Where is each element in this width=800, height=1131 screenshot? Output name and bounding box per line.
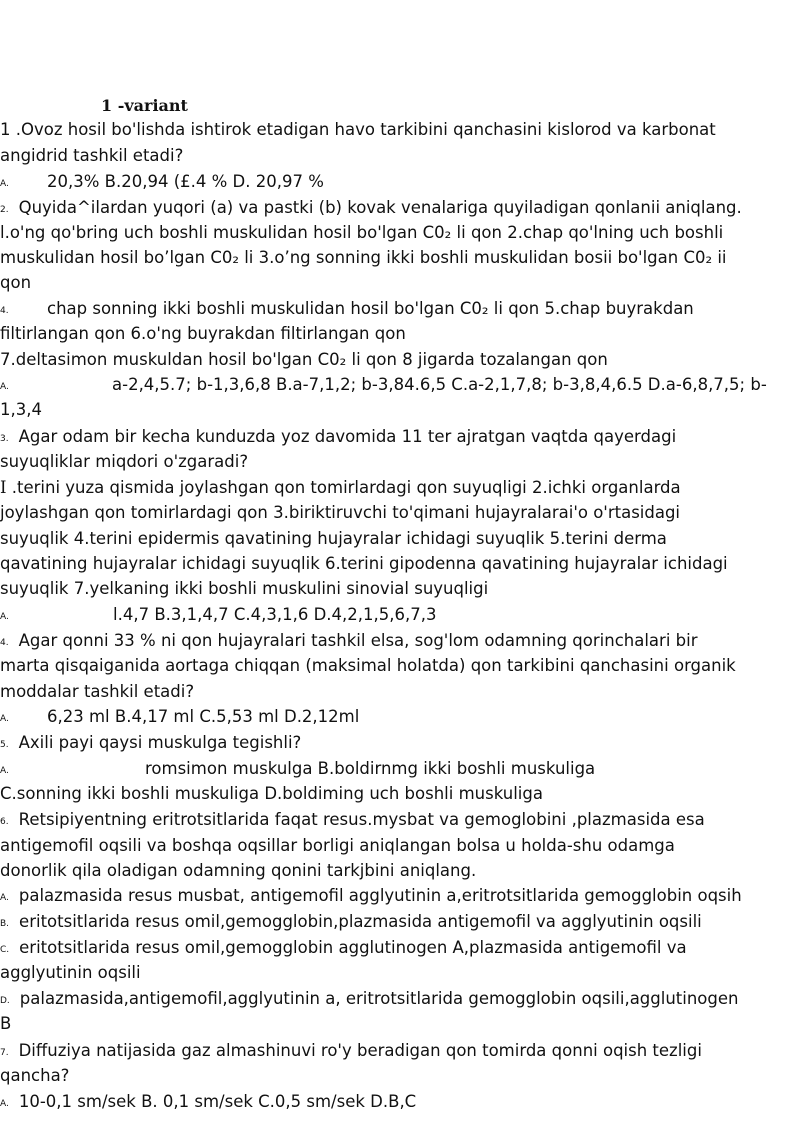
q6-option-text: palazmasida,antigemofil,agglyutinin a, eritrotsitlarida gemogglobin oqsili,agglutinogen (19, 989, 739, 1008)
q2-options-line (0, 400, 42, 420)
q4-options: 6,23 ml B.4,17 ml C.5,53 ml D.2,12ml (47, 707, 360, 726)
q3-text: Agar odam bir kecha kunduzda yoz davomida 11 ter ajratgan vaqtda qayerdagi (18, 427, 677, 446)
q3-text-line (0, 478, 681, 498)
q4-text: marta qisqaiganida aortaga chiqqan (maksimal holatda) qon tarkibini qanchasini organik (0, 656, 736, 675)
q3-text: suyuqliklar miqdori o'zgaradi? (0, 452, 249, 471)
q4-text-line (0, 631, 698, 653)
q2-options-line (0, 375, 767, 397)
q4-text: moddalar tashkil etadi? (0, 682, 195, 701)
q4-text-line (0, 682, 194, 702)
q7-options-line (0, 1092, 416, 1114)
q3-text: qavatining hujayralar ichidagi suyuqlik 6.terini gipodenna qavatining hujayralar ichidagi (0, 554, 728, 573)
q3-text: joylashgan qon tomirlardagi qon 3.biriktiruvchi to'qimani hujayralarai'o o'rtasidagi (0, 503, 681, 522)
q3-text-line (0, 503, 680, 523)
q4-options-line (0, 707, 359, 729)
q5-options: C.sonning ikki boshli muskuliga D.boldiming uch boshli muskuliga (0, 784, 543, 803)
q2-text-line (0, 324, 406, 344)
q3-options-line (0, 605, 437, 627)
q6-option-c (0, 938, 687, 960)
question-number: 7. (0, 1048, 9, 1058)
q3-text: suyuqlik 7.yelkaning ikki boshli muskulini sinovial suyuqligi (0, 579, 489, 598)
q6-option-text: eritotsitlarida resus omil,gemogglobin,plazmasida antigemofil va agglyutinin oqsili (19, 912, 702, 931)
q2-text: 7.deltasimon muskuldan hosil bo'lgan C0₂ li qon 8 jigarda tozalangan qon (0, 350, 608, 369)
option-marker: A. (0, 612, 9, 622)
q1-options-line (0, 172, 324, 194)
q2-text-line (0, 198, 742, 220)
q1-text: angidrid tashkil etadi? (0, 146, 184, 165)
q3-text-line (0, 452, 248, 472)
q2-text-line (0, 273, 31, 293)
q5-options-line (0, 784, 543, 804)
q5-options: romsimon muskulga B.boldirnmg ikki boshli muskuliga (145, 759, 596, 778)
q1-options: 20,3% B.20,94 (£.4 % D. 20,97 % (47, 172, 324, 191)
question-number: 2. (0, 205, 9, 215)
q2-text: l.o'ng qo'bring uch boshli muskulidan hosil bo'lgan C0₂ li qon 2.chap qo'lning uch boshli (0, 223, 724, 242)
q2-text: Quyida^ilardan yuqori (a) va pastki (b) kovak venalariga quyiladigan qonlanii aniqlang. (18, 198, 742, 217)
q2-text-line (0, 299, 694, 321)
q7-options: 10-0,1 sm/sek B. 0,1 sm/sek C.0,5 sm/sek D.B,C (18, 1092, 417, 1111)
question-number: 3. (0, 434, 9, 444)
q6-option-b (0, 912, 702, 934)
q3-text-line (0, 427, 676, 449)
option-marker: A. (0, 382, 9, 392)
q6-text: antigemofil oqsili va boshqa oqsillar borligi aniqlangan bolsa u holda-shu odamga (0, 836, 675, 855)
option-marker: A. (0, 766, 9, 776)
option-marker: B. (0, 919, 10, 929)
q3-options: l.4,7 B.3,1,4,7 C.4,3,1,6 D.4,2,1,5,6,7,3 (113, 605, 437, 624)
q1-text-line (0, 146, 183, 166)
question-number: 6. (0, 817, 9, 827)
q2-text-line (0, 223, 723, 243)
q6-option-text: agglyutinin oqsili (0, 963, 141, 982)
q7-text-line (0, 1066, 69, 1086)
q5-text-line (0, 733, 301, 755)
q3-text-line (0, 529, 667, 549)
q6-option-d-cont (0, 1014, 11, 1034)
q6-text: donorlik qila oladigan odamning qonini tarkjbini aniqlang. (0, 861, 477, 880)
q7-text: Diffuziya natijasida gaz almashinuvi ro'y beradigan qon tomirda qonni oqish tezligi (18, 1041, 702, 1060)
option-marker: A. (0, 714, 9, 724)
q6-option-text: eritotsitlarida resus omil,gemogglobin agglutinogen A,plazmasida antigemofil va (19, 938, 687, 957)
q2-text-line (0, 350, 608, 370)
q2-text: muskulidan hosil bo’lgan C0₂ li 3.o’ng sonning ikki boshli muskulidan bosii bo'lgan C0₂ ii (0, 248, 727, 267)
q4-text: Agar qonni 33 % ni qon hujayralari tashkil elsa, sog'lom odamning qorinchalari bir (18, 631, 698, 650)
q3-text-line (0, 579, 488, 599)
q1-text: 1 .Ovoz hosil bo'lishda ishtirok etadigan havo tarkibini qanchasini kislorod va karbonat (0, 120, 716, 139)
variant-title: 1 -variant (101, 96, 188, 115)
q7-text: qancha? (0, 1066, 70, 1085)
q6-option-text: palazmasida resus musbat, antigemofil agglyutinin a,eritrotsitlarida gemogglobin oqsih (18, 886, 742, 905)
q4-text-line (0, 656, 736, 676)
option-marker: D. (0, 996, 10, 1006)
q6-text: Retsipiyentning eritrotsitlarida faqat resus.mysbat va gemoglobini ,plazmasida esa (18, 810, 705, 829)
option-marker: A. (0, 1099, 9, 1109)
q6-option-d (0, 989, 738, 1011)
question-number: 5. (0, 740, 9, 750)
q7-text-line (0, 1041, 702, 1063)
option-marker: A. (0, 893, 9, 903)
q3-text: suyuqlik 4.terini epidermis qavatining hujayralar ichidagi suyuqlik 5.terini derma (0, 529, 667, 548)
q2-text: filtirlangan qon 6.o'ng buyrakdan filtirlangan qon (0, 324, 406, 343)
q1-text-line (0, 120, 716, 140)
q6-text-line (0, 810, 705, 832)
q2-options: a-2,4,5.7; b-1,3,6,8 B.a-7,1,2; b-3,84.6,5 C.a-2,1,7,8; b-3,8,4,6.5 D.a-6,8,7,5; b- (112, 375, 767, 394)
q3-item-first: I (0, 478, 7, 497)
q2-text-line (0, 248, 727, 268)
q3-text-line (0, 554, 728, 574)
option-marker: C. (0, 945, 10, 955)
q6-option-c-cont (0, 963, 141, 983)
q6-option-a (0, 886, 742, 908)
option-marker: A. (0, 179, 9, 189)
q6-text-line (0, 836, 675, 856)
q6-option-text: B (0, 1014, 12, 1033)
q2-text: chap sonning ikki boshli muskulidan hosil bo'lgan C0₂ li qon 5.chap buyrakdan (47, 299, 694, 318)
q5-text: Axili payi qaysi muskulga tegishli? (18, 733, 302, 752)
item-number: 4. (0, 306, 9, 316)
q2-text: qon (0, 273, 32, 292)
q5-options-line (0, 759, 595, 781)
q6-text-line (0, 861, 476, 881)
q3-text: .terini yuza qismida joylashgan qon tomirlardagi qon suyuqligi 2.ichki organlarda (6, 478, 681, 497)
question-number: 4. (0, 638, 9, 648)
q2-options: 1,3,4 (0, 400, 42, 419)
